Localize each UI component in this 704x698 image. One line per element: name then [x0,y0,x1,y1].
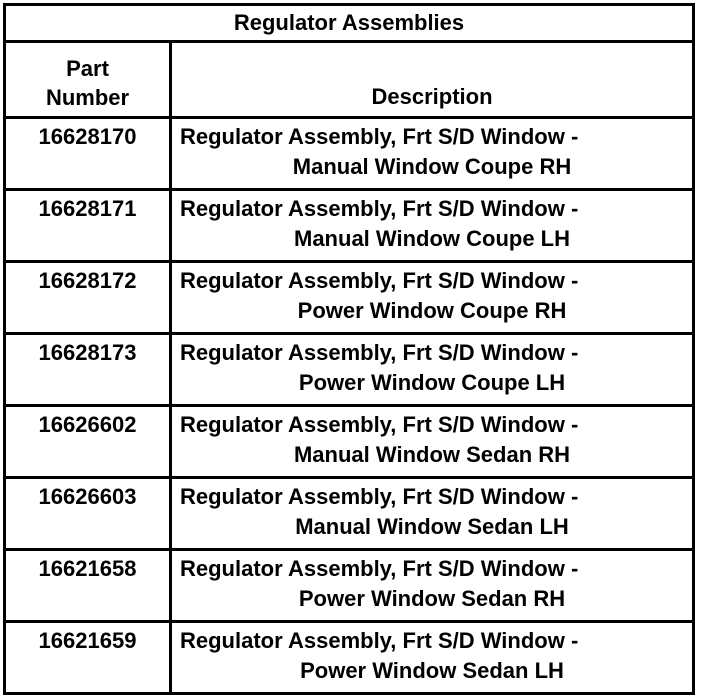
table-row [5,190,694,262]
description-line1: Regulator Assembly, Frt S/D Window - [180,412,579,437]
description-line2: Manual Window Coupe RH [292,154,572,179]
table-header-row [5,42,694,118]
description-cell [171,478,694,550]
description-cell [171,190,694,262]
header-part-number [5,42,171,118]
description-line2: Manual Window Sedan RH [293,442,571,467]
description-cell [171,406,694,478]
table-row [5,550,694,622]
description-line2: Power Window Sedan LH [300,658,564,683]
description-line1: Regulator Assembly, Frt S/D Window - [180,268,579,293]
table-row [5,334,694,406]
regulator-assemblies-table [3,3,695,695]
description-line1: Regulator Assembly, Frt S/D Window - [180,124,579,149]
description-line2: Power Window Coupe LH [298,370,566,395]
description-line2: Power Window Sedan RH [298,586,566,611]
description-line2: Power Window Coupe RH [297,298,567,323]
part-number-cell: 16621658 [5,550,171,622]
table-row [5,118,694,190]
description-line1: Regulator Assembly, Frt S/D Window - [180,484,579,509]
part-number-cell: 16628171 [5,190,171,262]
description-cell [171,550,694,622]
header-part-line2: Number [45,85,130,110]
description-line2: Manual Window Sedan LH [295,514,569,539]
table-title: Regulator Assemblies [5,5,694,42]
description-line1: Regulator Assembly, Frt S/D Window - [180,556,579,581]
header-description: Description [171,42,694,118]
table-row [5,478,694,550]
part-number-cell: 16628172 [5,262,171,334]
description-cell [171,334,694,406]
description-cell [171,622,694,694]
description-line1: Regulator Assembly, Frt S/D Window - [180,340,579,365]
description-cell [171,262,694,334]
header-part-line1: Part [66,56,109,81]
description-cell [171,118,694,190]
table-row [5,262,694,334]
part-number-cell: 16628173 [5,334,171,406]
part-number-cell: 16626602 [5,406,171,478]
part-number-cell: 16621659 [5,622,171,694]
description-line2: Manual Window Coupe LH [294,226,570,251]
table-row [5,622,694,694]
table-row [5,406,694,478]
description-line1: Regulator Assembly, Frt S/D Window - [180,196,579,221]
description-line1: Regulator Assembly, Frt S/D Window - [180,628,579,653]
part-number-cell: 16628170 [5,118,171,190]
part-number-cell: 16626603 [5,478,171,550]
